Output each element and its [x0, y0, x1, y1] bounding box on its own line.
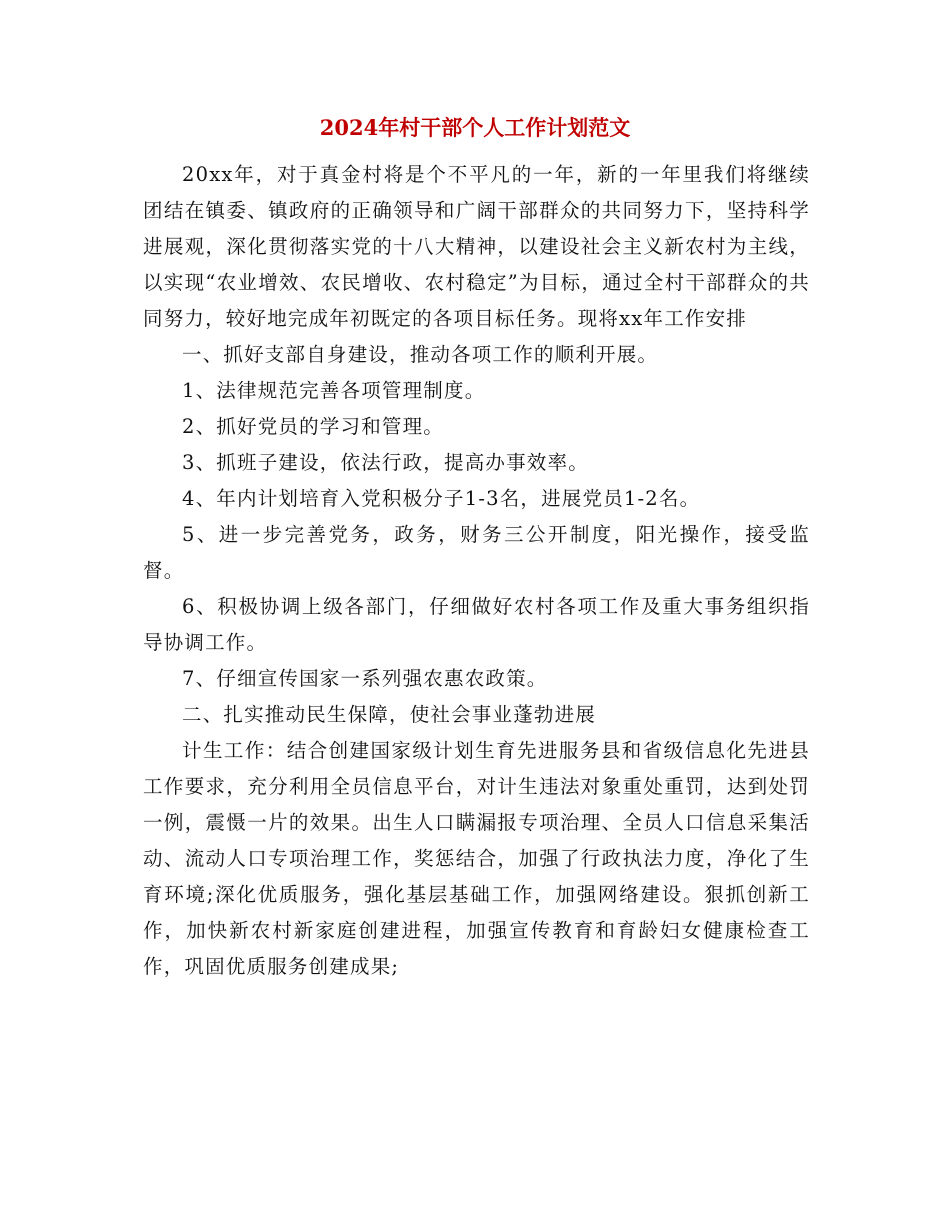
section-heading-1: 一、抓好支部自身建设，推动各项工作的顺利开展。: [182, 343, 659, 366]
list-item: 7、仔细宣传国家一系列强农惠农政策。: [182, 667, 548, 690]
list-item: 3、抓班子建设，依法行政，提高办事效率。: [182, 451, 589, 474]
document-title: 2024年村干部个人工作计划范文: [319, 115, 631, 140]
list-item: 2、抓好党员的学习和管理。: [182, 415, 445, 438]
section-heading-2: 二、扎实推动民生保障，使社会事业蓬勃进展: [182, 703, 597, 726]
intro-paragraph: 20xx年，对于真金村将是个不平凡的一年，新的一年里我们将继续团结在镇委、镇政府的正确领导和广阔干部群众的共同努力下，坚持科学进展观，深化贯彻落实党的十八大精神，以建设社会主义新农村为主线，以实现“农业增效、农民增收、农村稳定”为目标，通过全村干部群众的共同努力，较好地完成年初既定的各项目标任务。现将xx年工作安排: [143, 163, 810, 330]
list-item: 6、积极协调上级各部门，仔细做好农村各项工作及重大事务组织指导协调工作。: [143, 595, 810, 654]
document-body: [143, 157, 810, 985]
family-planning-paragraph: 计生工作：结合创建国家级计划生育先进服务县和省级信息化先进县工作要求，充分利用全员信息平台，对计生违法对象重处重罚，达到处罚一例，震慑一片的效果。出生人口瞒漏报专项治理、全员人口信息采集活动、流动人口专项治理工作，奖惩结合，加强了行政执法力度，净化了生育环境;深化优质服务，强化基层基础工作，加强网络建设。狠抓创新工作，加快新农村新家庭创建进程，加强宣传教育和育龄妇女健康检查工作，巩固优质服务创建成果;: [143, 739, 810, 978]
list-item: 5、进一步完善党务，政务，财务三公开制度，阳光操作，接受监督。: [143, 523, 810, 582]
list-item: 4、年内计划培育入党积极分子1-3名，进展党员1-2名。: [182, 487, 701, 510]
list-item: 1、法律规范完善各项管理制度。: [182, 379, 486, 402]
